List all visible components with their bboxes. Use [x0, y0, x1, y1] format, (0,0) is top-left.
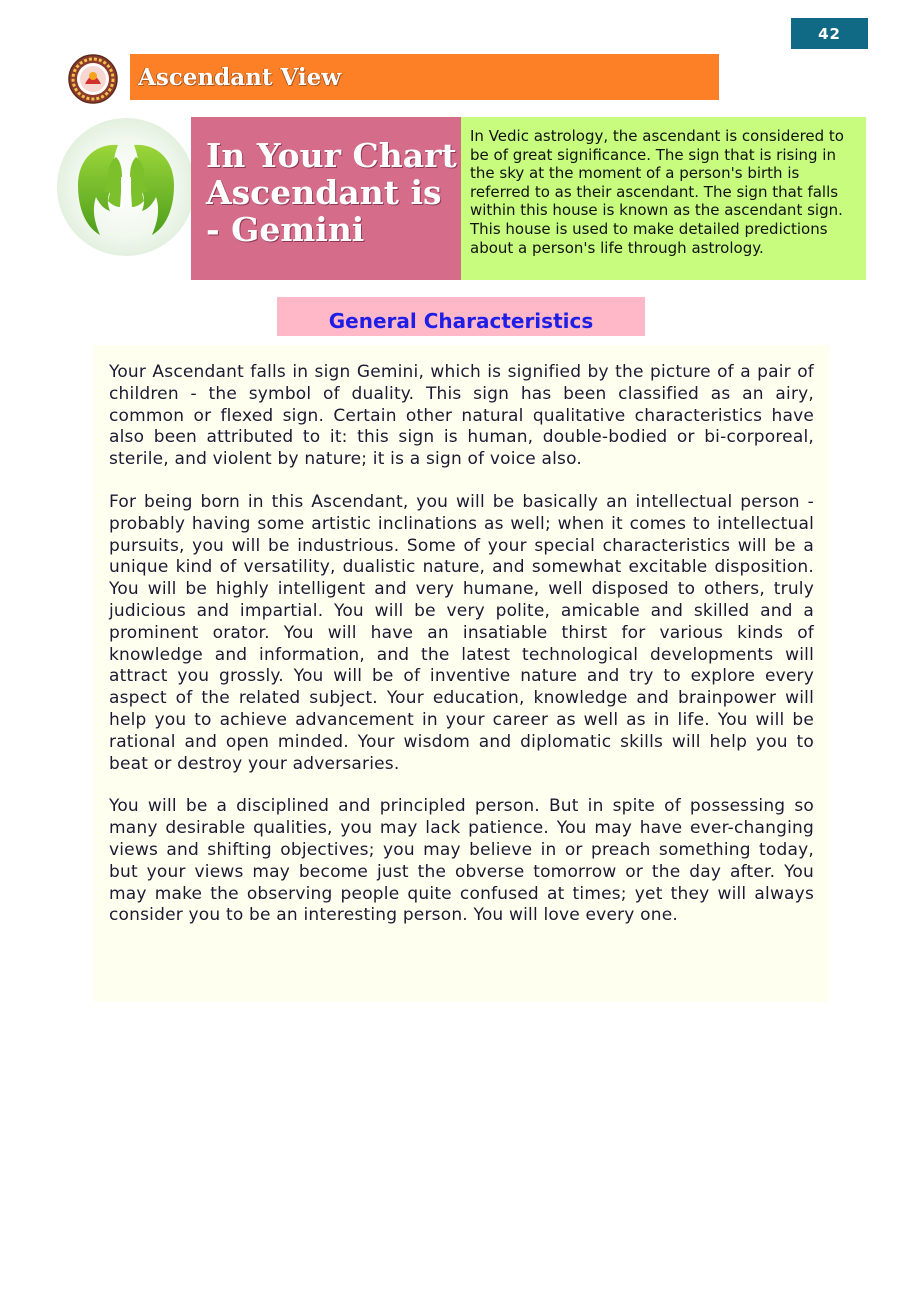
intro-text: In Vedic astrology, the ascendant is considered to be of great significance. The sign that is rising in the sky at the moment of a person's birth is referred to as their ascendant. The sign that falls within this house is known as the ascendant sign. This house is used to make detailed predictions about a person's life through astrology. — [470, 127, 844, 257]
section-banner-title: Ascendant View — [130, 54, 719, 100]
page-number: 42 — [791, 18, 868, 49]
astrology-logo-icon — [68, 54, 118, 104]
characteristics-content — [93, 345, 829, 1002]
ascendant-headline — [191, 117, 461, 280]
intro-box — [461, 117, 866, 280]
headline-text: In Your Chart Ascendant is - Gemini — [206, 136, 457, 249]
paragraph-2: For being born in this Ascendant, you will be basically an intellectual person - probably having some artistic inclinations as well; when it comes to intellectual pursuits, you will be industrious. Some of your special characteristics will be a unique kind of versatility, dualistic nature, and somewhat excitable disposition. You will be highly intelligent and very humane, well disposed to others, truly judicious and impartial. You will be very polite, amicable and skilled and a prominent orator. You will have an insatiable thirst for various kinds of knowledge and information, and the latest technological developments will attract you grossly. You will be of inventive nature and try to explore every aspect of the related subject. Your education, knowledge and brainpower will help you to achieve advancement in your career as well as in life. You will be rational and open minded. Your wisdom and diplomatic skills will help you to beat or destroy your adversaries. — [109, 491, 814, 774]
paragraph-1: Your Ascendant falls in sign Gemini, which is signified by the picture of a pair of children - the symbol of duality. This sign has been classified as an airy, common or flexed sign. Certain other natural qualitative characteristics have also been attributed to it: this sign is human, double-bodied or bi-corporeal, sterile, and violent by nature; it is a sign of voice also. — [109, 362, 814, 470]
gemini-twins-icon — [56, 117, 196, 257]
section-subheading: General Characteristics — [277, 297, 645, 336]
paragraph-3: You will be a disciplined and principled person. But in spite of possessing so many desirable qualities, you may lack patience. You may have ever-changing views and shifting objectives; you may believe in or preach something today, but your views may become just the obverse tomorrow or the day after. You may make the observing people quite confused at times; yet they will always consider you to be an interesting person. You will love every one. — [109, 796, 814, 926]
